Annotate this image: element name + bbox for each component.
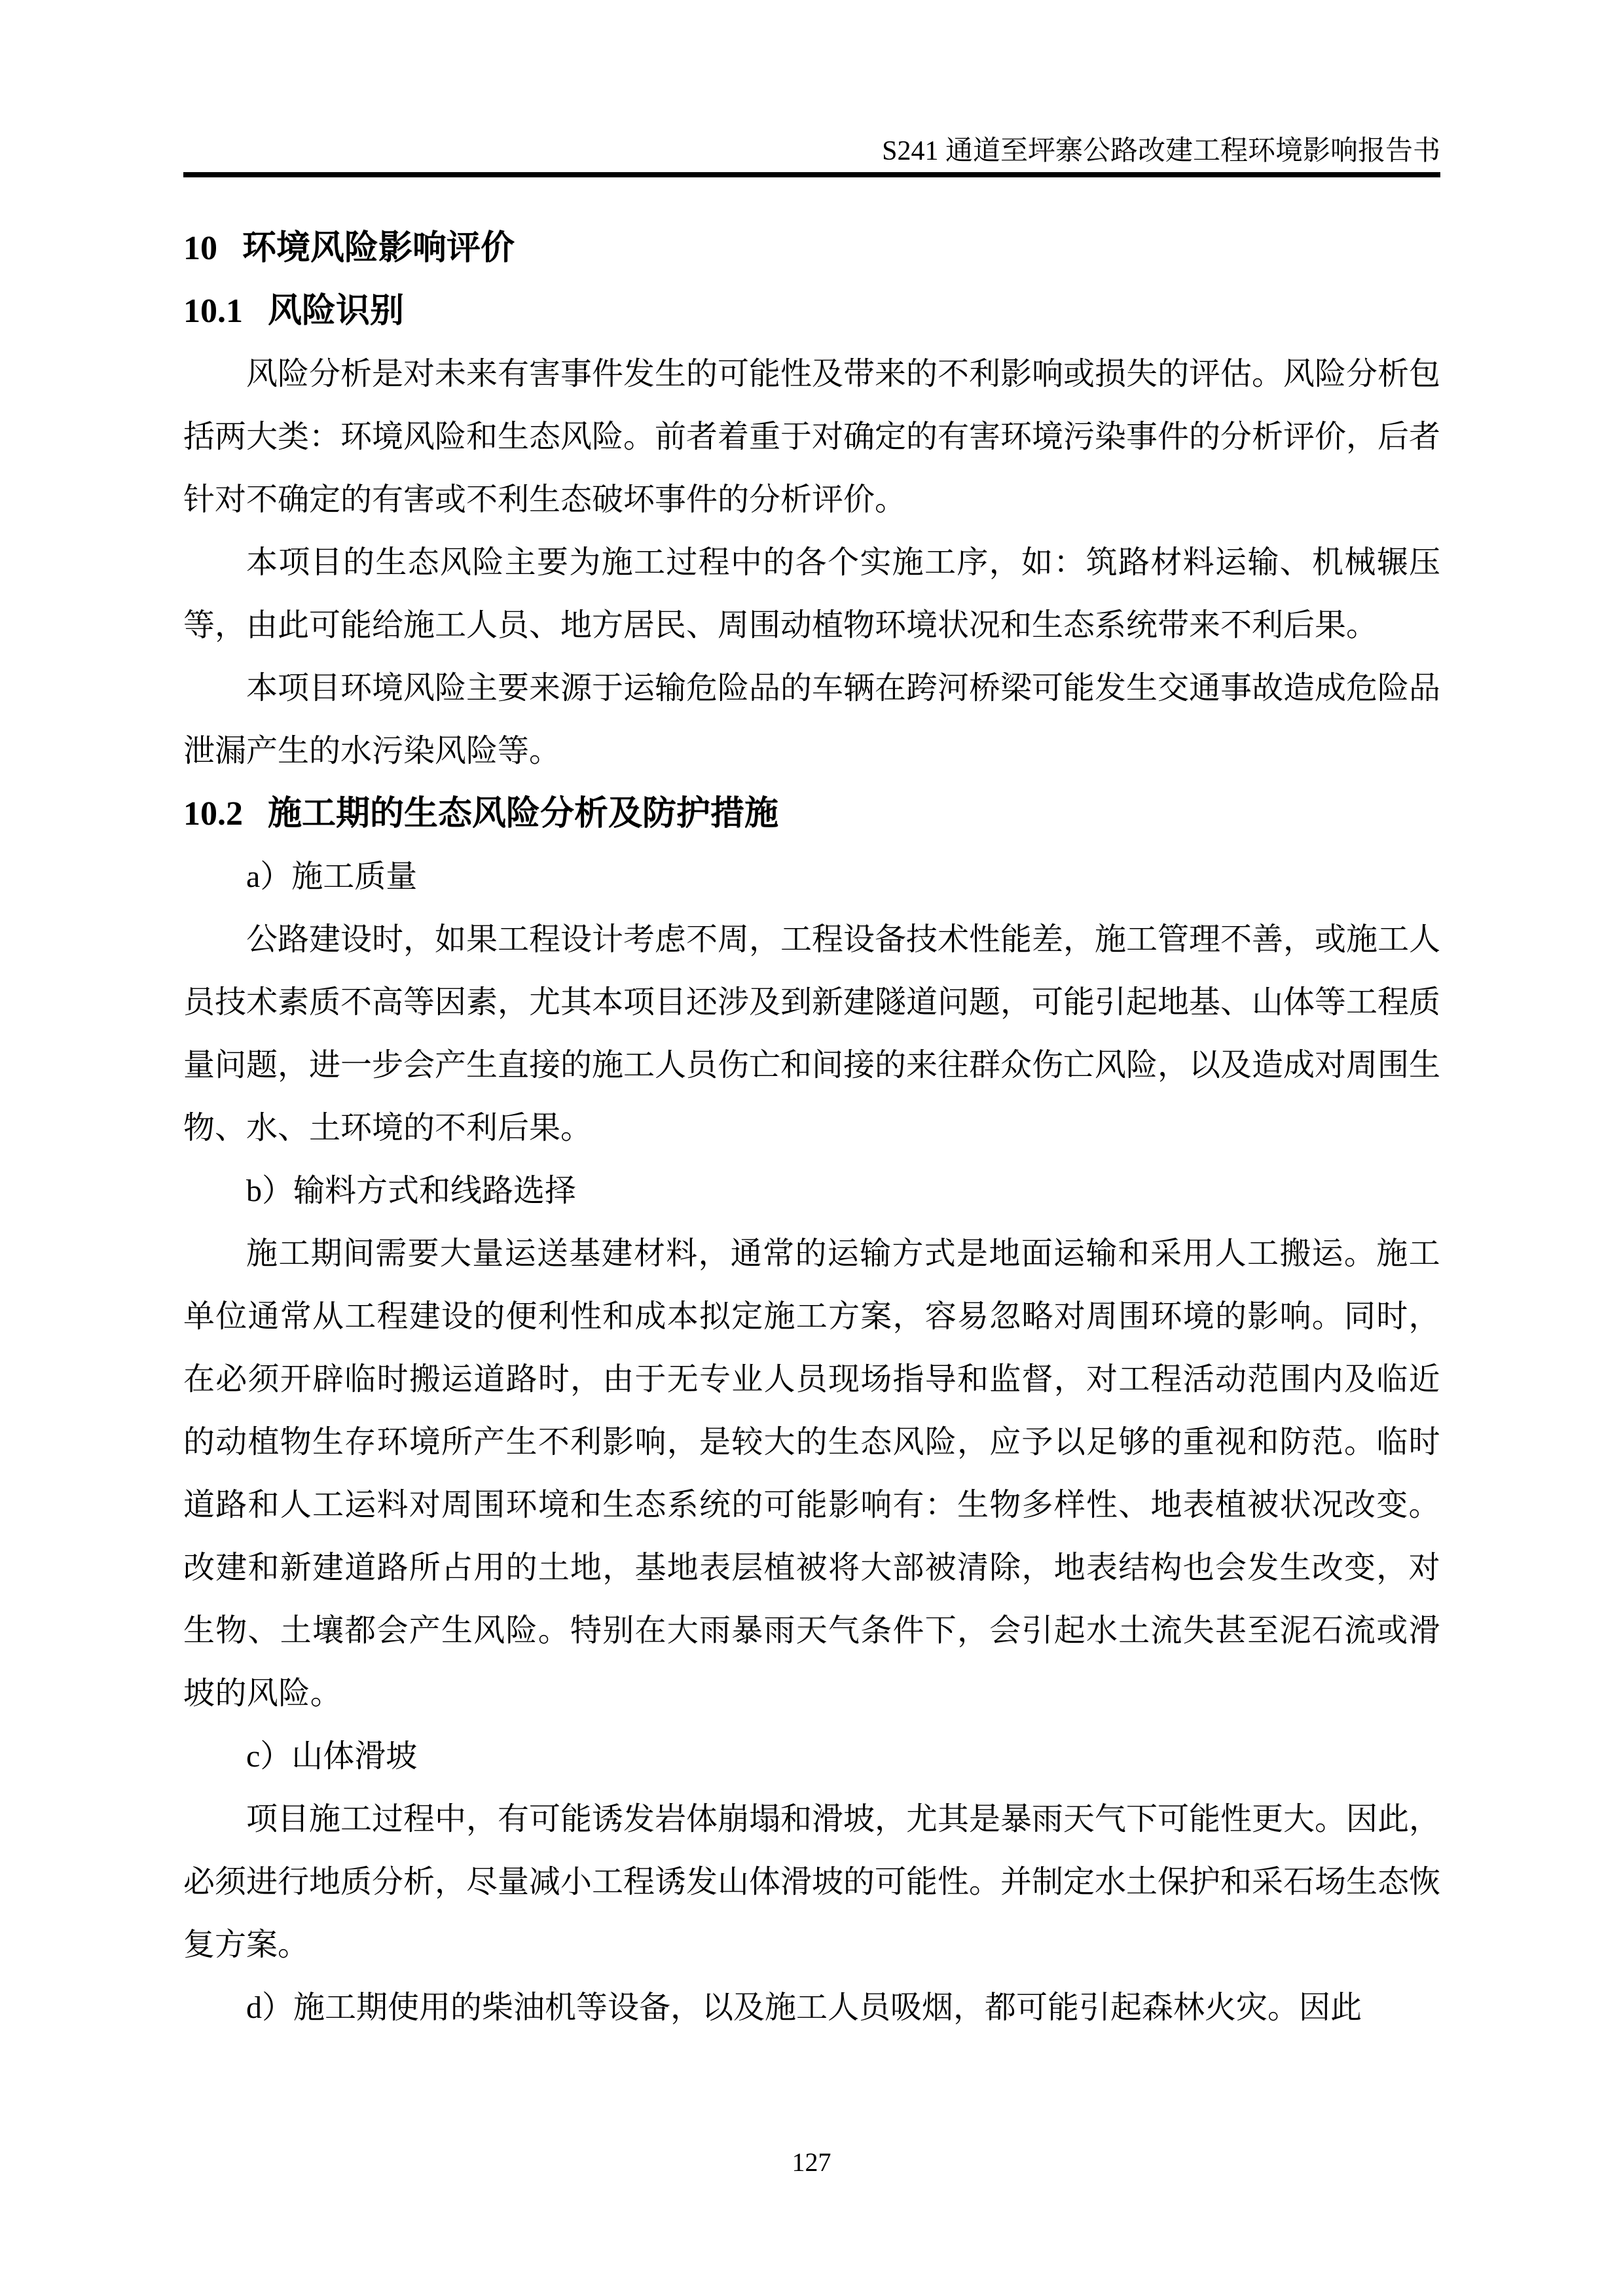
header-rule xyxy=(183,172,1440,177)
paragraph-construction-quality: 公路建设时，如果工程设计考虑不周，工程设备技术性能差，施工管理不善，或施工人员技术素质不高等因素，尤其本项目还涉及到新建隧道问题，可能引起地基、山体等工程质量问题，进一步会产生直接的施工人员伤亡和间接的来往群众伤亡风险，以及造成对周围生物、水、土环境的不利后果。 xyxy=(183,922,1441,1145)
paragraph-ecological-risk: 本项目的生态风险主要为施工过程中的各个实施工序，如：筑路材料运输、机械辗压等，由此可能给施工人员、地方居民、周围动植物环境状况和生态系统带来不利后果。 xyxy=(183,545,1440,643)
document-body xyxy=(183,217,1440,2039)
list-item-c-landslide: c）山体滑坡 xyxy=(246,1739,418,1774)
section-heading-10 xyxy=(183,217,1440,280)
section-number: 10.2 xyxy=(183,795,243,833)
page-header-title: S241 通道至坪寨公路改建工程环境影响报告书 xyxy=(882,136,1440,166)
paragraph-landslide: 项目施工过程中，有可能诱发岩体崩塌和滑坡，尤其是暴雨天气下可能性更大。因此，必须进行地质分析，尽量减小工程诱发山体滑坡的可能性。并制定水土保护和采石场生态恢复方案。 xyxy=(183,1802,1441,1962)
section-heading-10-1 xyxy=(183,280,1440,343)
section-heading-10-2 xyxy=(183,783,1440,846)
paragraph-d-fire-risk: d）施工期使用的柴油机等设备，以及施工人员吸烟，都可能引起森林火灾。因此 xyxy=(246,1990,1362,2025)
paragraph-risk-definition: 风险分析是对未来有害事件发生的可能性及带来的不利影响或损失的评估。风险分析包括两大类：环境风险和生态风险。前者着重于对确定的有害环境污染事件的分析评价，后者针对不确定的有害或不利生态破坏事件的分析评价。 xyxy=(183,357,1441,517)
section-title: 风险识别 xyxy=(268,293,405,330)
section-title: 施工期的生态风险分析及防护措施 xyxy=(268,795,779,833)
section-number: 10 xyxy=(183,230,217,267)
paragraph-material-transport: 施工期间需要大量运送基建材料，通常的运输方式是地面运输和采用人工搬运。施工单位通常从工程建设的便利性和成本拟定施工方案，容易忽略对周围环境的影响。同时，在必须开辟临时搬运道路时，由于无专业人员现场指导和监督，对工程活动范围内及临近的动植物生存环境所产生不利影响，是较大的生态风险，应予以足够的重视和防范。临时道路和人工运料对周围环境和生态系统的可能影响有：生物多样性、地表植被状况改变。改建和新建道路所占用的土地，基地表层植被将大部被清除，地表结构也会发生改变，对生物、土壤都会产生风险。特别在大雨暴雨天气条件下，会引起水土流失甚至泥石流或滑坡的风险。 xyxy=(183,1236,1440,1711)
section-title: 环境风险影响评价 xyxy=(242,230,515,267)
page-number: 127 xyxy=(792,2147,831,2177)
list-item-b-material-transport: b）输料方式和线路选择 xyxy=(246,1174,577,1208)
list-item-a-construction-quality: a）施工质量 xyxy=(246,859,418,894)
section-number: 10.1 xyxy=(183,293,243,330)
paragraph-environmental-risk: 本项目环境风险主要来源于运输危险品的车辆在跨河桥梁可能发生交通事故造成危险品泄漏产生的水污染风险等。 xyxy=(183,671,1441,768)
